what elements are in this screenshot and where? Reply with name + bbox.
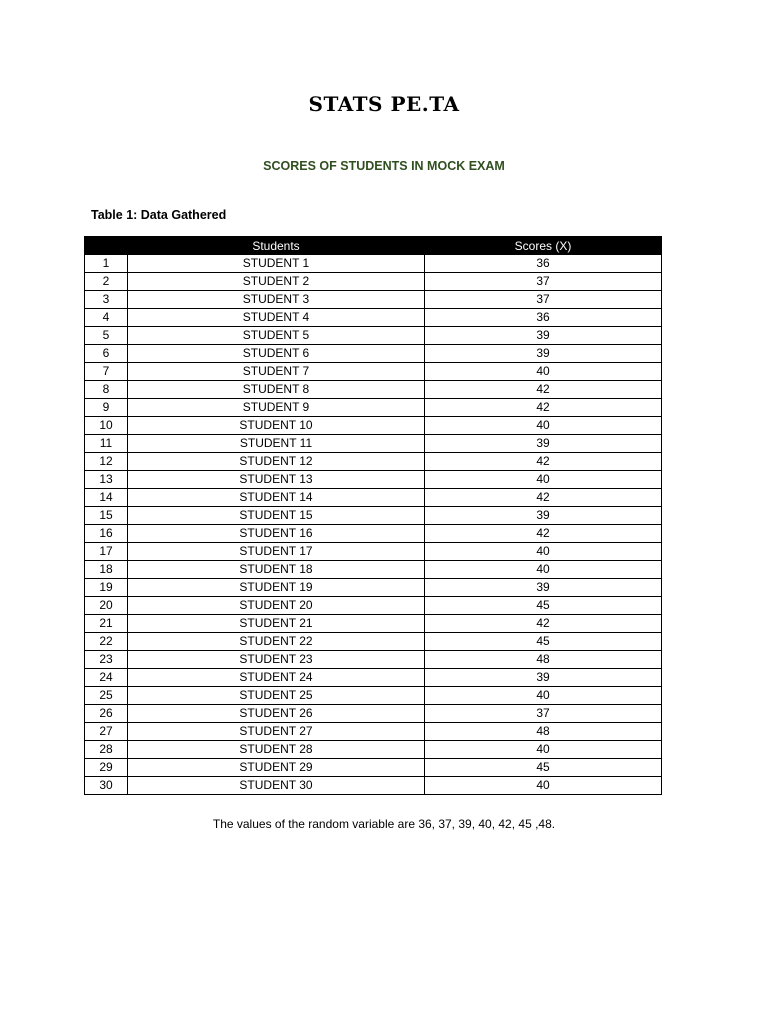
- score-cell: 45: [425, 759, 662, 777]
- score-cell: 48: [425, 723, 662, 741]
- score-cell: 40: [425, 741, 662, 759]
- table-row: [85, 633, 662, 651]
- score-cell: 39: [425, 327, 662, 345]
- student-name-cell: STUDENT 13: [128, 471, 425, 489]
- student-name-cell: STUDENT 17: [128, 543, 425, 561]
- table-row: [85, 417, 662, 435]
- student-name-cell: STUDENT 7: [128, 363, 425, 381]
- student-name-cell: STUDENT 20: [128, 597, 425, 615]
- table-row: [85, 381, 662, 399]
- student-name-cell: STUDENT 6: [128, 345, 425, 363]
- score-cell: 42: [425, 399, 662, 417]
- student-name-cell: STUDENT 9: [128, 399, 425, 417]
- student-name-cell: STUDENT 5: [128, 327, 425, 345]
- table-row: [85, 579, 662, 597]
- score-cell: 37: [425, 273, 662, 291]
- table-row: [85, 561, 662, 579]
- page-title: STATS PE.TA: [308, 92, 460, 116]
- table-row: [85, 489, 662, 507]
- row-index-cell: 20: [85, 597, 128, 615]
- scores-table: [84, 236, 662, 795]
- student-name-cell: STUDENT 25: [128, 687, 425, 705]
- student-name-cell: STUDENT 4: [128, 309, 425, 327]
- score-cell: 42: [425, 615, 662, 633]
- table-row: [85, 363, 662, 381]
- header-index: [85, 237, 128, 255]
- row-index-cell: 7: [85, 363, 128, 381]
- page-subtitle: SCORES OF STUDENTS IN MOCK EXAM: [263, 159, 505, 173]
- student-name-cell: STUDENT 12: [128, 453, 425, 471]
- row-index-cell: 9: [85, 399, 128, 417]
- student-name-cell: STUDENT 27: [128, 723, 425, 741]
- score-cell: 39: [425, 669, 662, 687]
- row-index-cell: 5: [85, 327, 128, 345]
- score-cell: 45: [425, 633, 662, 651]
- student-name-cell: STUDENT 24: [128, 669, 425, 687]
- score-cell: 45: [425, 597, 662, 615]
- table-header-row: [85, 237, 662, 255]
- student-name-cell: STUDENT 14: [128, 489, 425, 507]
- row-index-cell: 14: [85, 489, 128, 507]
- table-row: [85, 543, 662, 561]
- row-index-cell: 6: [85, 345, 128, 363]
- student-name-cell: STUDENT 8: [128, 381, 425, 399]
- header-scores: Scores (X): [425, 237, 662, 255]
- student-name-cell: STUDENT 2: [128, 273, 425, 291]
- student-name-cell: STUDENT 10: [128, 417, 425, 435]
- score-cell: 37: [425, 705, 662, 723]
- table-row: [85, 507, 662, 525]
- table-body: [85, 255, 662, 795]
- row-index-cell: 29: [85, 759, 128, 777]
- row-index-cell: 23: [85, 651, 128, 669]
- score-cell: 40: [425, 417, 662, 435]
- student-name-cell: STUDENT 22: [128, 633, 425, 651]
- table-row: [85, 327, 662, 345]
- row-index-cell: 28: [85, 741, 128, 759]
- table-row: [85, 741, 662, 759]
- table-row: [85, 255, 662, 273]
- row-index-cell: 25: [85, 687, 128, 705]
- row-index-cell: 8: [85, 381, 128, 399]
- row-index-cell: 11: [85, 435, 128, 453]
- score-cell: 42: [425, 489, 662, 507]
- row-index-cell: 4: [85, 309, 128, 327]
- row-index-cell: 16: [85, 525, 128, 543]
- score-cell: 42: [425, 381, 662, 399]
- table-row: [85, 525, 662, 543]
- table-row: [85, 759, 662, 777]
- score-cell: 36: [425, 255, 662, 273]
- table-row: [85, 291, 662, 309]
- row-index-cell: 19: [85, 579, 128, 597]
- table-row: [85, 651, 662, 669]
- row-index-cell: 30: [85, 777, 128, 795]
- table-row: [85, 399, 662, 417]
- row-index-cell: 2: [85, 273, 128, 291]
- student-name-cell: STUDENT 23: [128, 651, 425, 669]
- student-name-cell: STUDENT 3: [128, 291, 425, 309]
- table-row: [85, 687, 662, 705]
- row-index-cell: 1: [85, 255, 128, 273]
- score-cell: 39: [425, 507, 662, 525]
- row-index-cell: 21: [85, 615, 128, 633]
- row-index-cell: 22: [85, 633, 128, 651]
- student-name-cell: STUDENT 21: [128, 615, 425, 633]
- score-cell: 36: [425, 309, 662, 327]
- table-row: [85, 669, 662, 687]
- row-index-cell: 10: [85, 417, 128, 435]
- score-cell: 40: [425, 471, 662, 489]
- table-row: [85, 777, 662, 795]
- score-cell: 39: [425, 345, 662, 363]
- student-name-cell: STUDENT 1: [128, 255, 425, 273]
- footnote: The values of the random variable are 36, 37, 39, 40, 42, 45 ,48.: [212, 817, 556, 831]
- score-cell: 39: [425, 579, 662, 597]
- table-row: [85, 723, 662, 741]
- score-cell: 42: [425, 525, 662, 543]
- row-index-cell: 26: [85, 705, 128, 723]
- table-caption: Table 1: Data Gathered: [91, 208, 227, 222]
- row-index-cell: 18: [85, 561, 128, 579]
- score-cell: 40: [425, 777, 662, 795]
- score-cell: 42: [425, 453, 662, 471]
- table-row: [85, 309, 662, 327]
- student-name-cell: STUDENT 18: [128, 561, 425, 579]
- score-cell: 40: [425, 543, 662, 561]
- table-row: [85, 705, 662, 723]
- student-name-cell: STUDENT 16: [128, 525, 425, 543]
- header-students: Students: [128, 237, 425, 255]
- row-index-cell: 12: [85, 453, 128, 471]
- row-index-cell: 27: [85, 723, 128, 741]
- table-row: [85, 615, 662, 633]
- student-name-cell: STUDENT 15: [128, 507, 425, 525]
- table-header: [85, 237, 662, 255]
- score-cell: 40: [425, 687, 662, 705]
- row-index-cell: 17: [85, 543, 128, 561]
- table-row: [85, 453, 662, 471]
- student-name-cell: STUDENT 28: [128, 741, 425, 759]
- row-index-cell: 13: [85, 471, 128, 489]
- student-name-cell: STUDENT 26: [128, 705, 425, 723]
- student-name-cell: STUDENT 11: [128, 435, 425, 453]
- table-row: [85, 435, 662, 453]
- row-index-cell: 3: [85, 291, 128, 309]
- table-row: [85, 597, 662, 615]
- student-name-cell: STUDENT 19: [128, 579, 425, 597]
- table-row: [85, 345, 662, 363]
- score-cell: 37: [425, 291, 662, 309]
- score-cell: 39: [425, 435, 662, 453]
- row-index-cell: 15: [85, 507, 128, 525]
- table-row: [85, 471, 662, 489]
- score-cell: 40: [425, 363, 662, 381]
- table-row: [85, 273, 662, 291]
- row-index-cell: 24: [85, 669, 128, 687]
- score-cell: 40: [425, 561, 662, 579]
- student-name-cell: STUDENT 30: [128, 777, 425, 795]
- score-cell: 48: [425, 651, 662, 669]
- student-name-cell: STUDENT 29: [128, 759, 425, 777]
